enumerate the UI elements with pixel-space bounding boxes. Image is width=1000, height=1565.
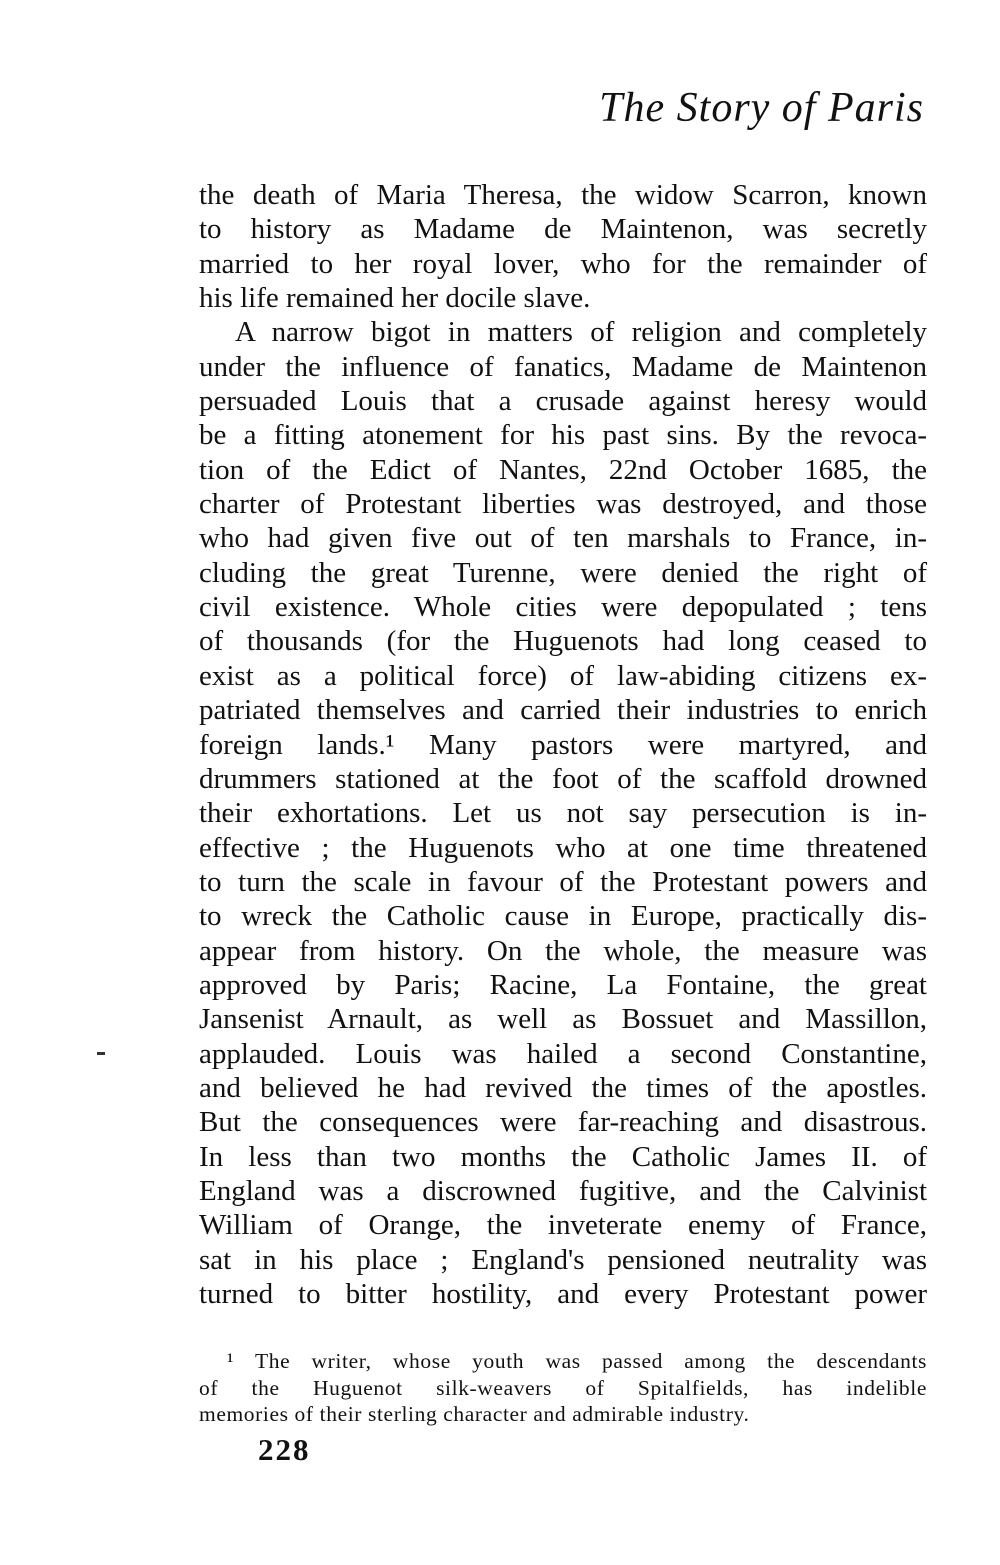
body-line: under the influence of fanatics, Madame de Maintenon bbox=[199, 350, 927, 383]
body-line: patriated themselves and carried their industries to enrich bbox=[199, 694, 927, 727]
body-line: But the consequences were far-reaching and disastrous. bbox=[199, 1106, 927, 1139]
body-line: to history as Madame de Maintenon, was secretly bbox=[199, 213, 927, 246]
body-line: A narrow bigot in matters of religion and completely bbox=[235, 316, 927, 349]
body-line: appear from history. On the whole, the measure was bbox=[199, 934, 927, 967]
body-line: sat in his place ; England's pensioned neutrality was bbox=[199, 1243, 927, 1276]
body-line: the death of Maria Theresa, the widow Scarron, known bbox=[199, 179, 927, 211]
footnote bbox=[199, 1348, 927, 1428]
margin-mark bbox=[97, 1052, 105, 1055]
body-line: and believed he had revived the times of the apostles. bbox=[199, 1071, 927, 1104]
body-line: civil existence. Whole cities were depopulated ; tens bbox=[199, 591, 927, 624]
body-line: foreign lands.¹ Many pastors were martyred, and bbox=[199, 728, 927, 761]
body-line: effective ; the Huguenots who at one time threatened bbox=[199, 831, 927, 864]
body-line: to turn the scale in favour of the Protestant powers and bbox=[199, 865, 927, 898]
page-number: 228 bbox=[258, 1432, 311, 1467]
body-line: who had given five out of ten marshals to France, in- bbox=[199, 522, 927, 555]
body-line: their exhortations. Let us not say persecution is in- bbox=[199, 797, 927, 830]
body-line: to wreck the Catholic cause in Europe, practically dis- bbox=[199, 900, 927, 933]
body-line: exist as a political force) of law-abiding citizens ex- bbox=[199, 659, 927, 692]
body-line: cluding the great Turenne, were denied the right of bbox=[199, 556, 927, 589]
body-line: William of Orange, the inveterate enemy of France, bbox=[199, 1209, 927, 1242]
running-head: The Story of Paris bbox=[599, 85, 924, 131]
body-line: his life remained her docile slave. bbox=[199, 282, 591, 315]
footnote-line: memories of their sterling character and admirable industry. bbox=[199, 1402, 750, 1426]
body-line: turned to bitter hostility, and every Protestant power bbox=[199, 1278, 927, 1310]
body-line: approved by Paris; Racine, La Fontaine, the great bbox=[199, 968, 927, 1001]
body-line: charter of Protestant liberties was destroyed, and those bbox=[199, 488, 927, 521]
body-line: tion of the Edict of Nantes, 22nd October 1685, the bbox=[199, 453, 927, 486]
body-line: persuaded Louis that a crusade against heresy would bbox=[199, 385, 927, 418]
body-line: Jansenist Arnault, as well as Bossuet and Massillon, bbox=[199, 1003, 927, 1036]
footnote-line: of the Huguenot silk-weavers of Spitalfields, has indelible bbox=[199, 1375, 927, 1400]
body-line: applauded. Louis was hailed a second Constantine, bbox=[199, 1037, 927, 1070]
body-line: be a fitting atonement for his past sins. By the revoca- bbox=[199, 419, 927, 452]
footnote-line: ¹ The writer, whose youth was passed among the descendants bbox=[227, 1349, 927, 1373]
body-line: married to her royal lover, who for the remainder of bbox=[199, 247, 927, 280]
body-line: England was a discrowned fugitive, and the Calvinist bbox=[199, 1174, 927, 1207]
body-line: drummers stationed at the foot of the scaffold drowned bbox=[199, 762, 927, 795]
body-line: In less than two months the Catholic James II. of bbox=[199, 1140, 927, 1173]
body-line: of thousands (for the Huguenots had long ceased to bbox=[199, 625, 927, 658]
body-text bbox=[199, 178, 927, 1311]
